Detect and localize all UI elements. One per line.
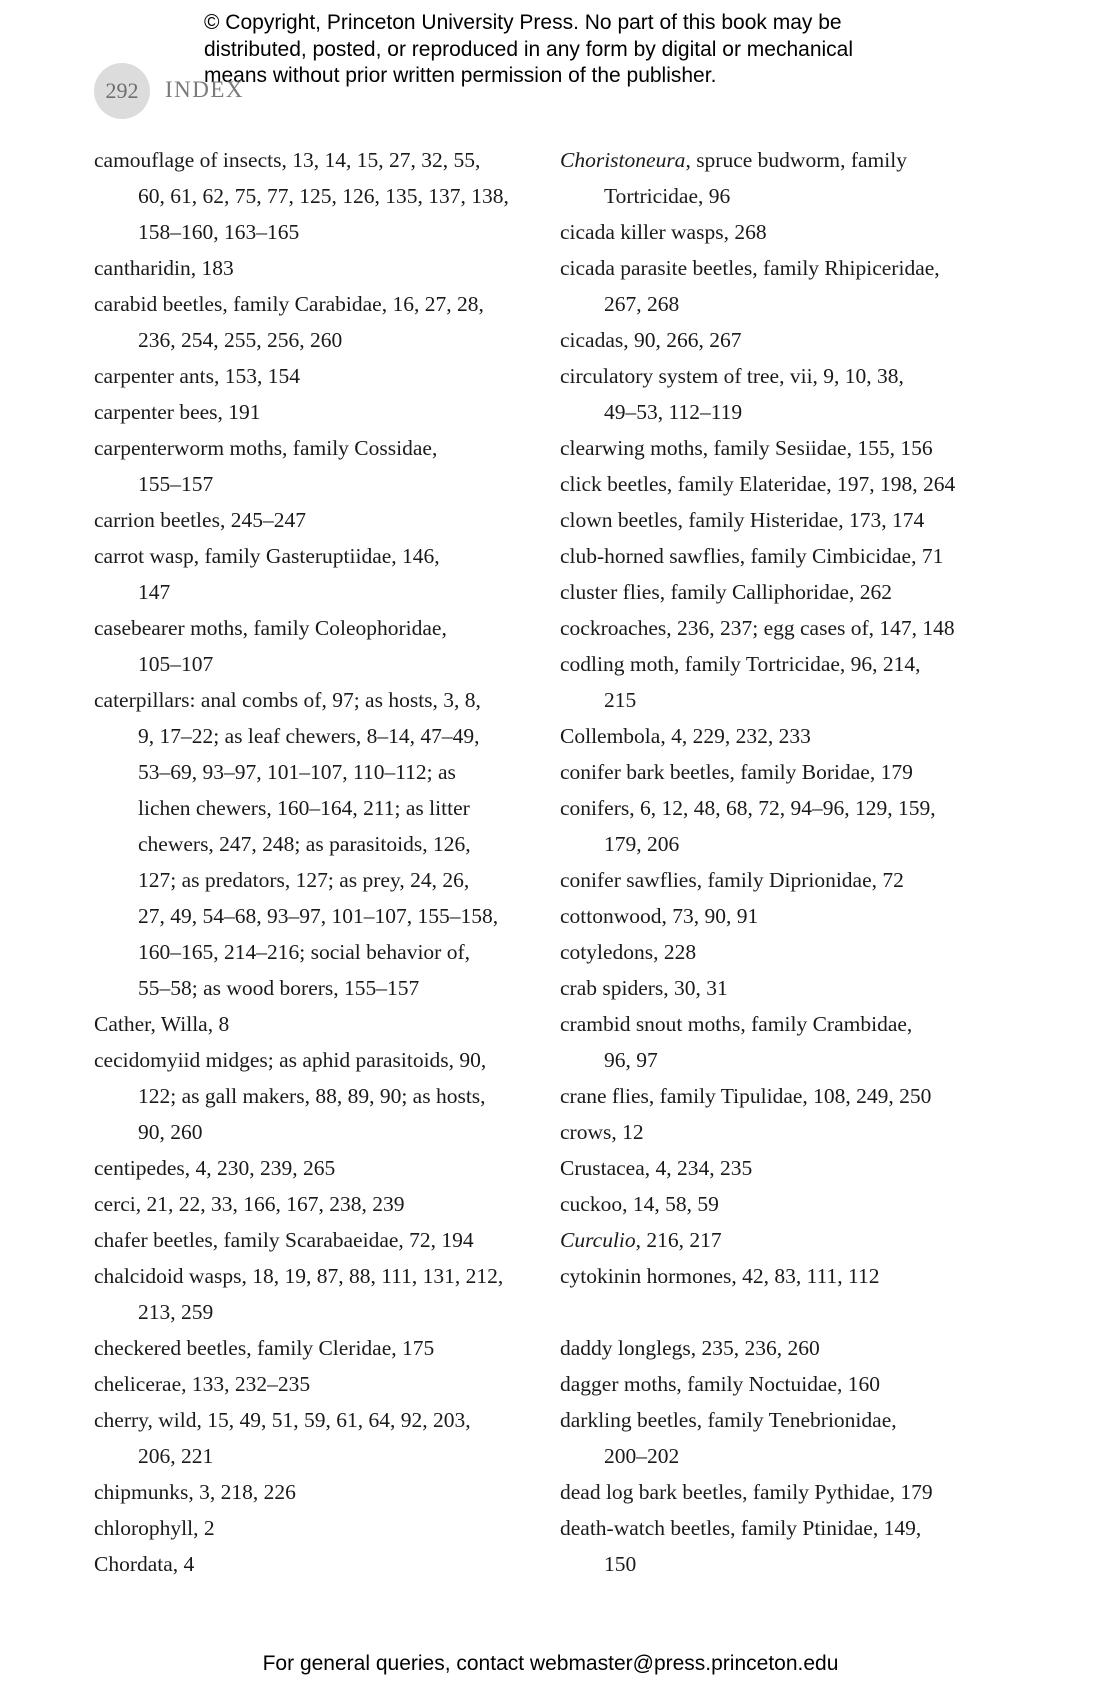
index-entry-line: crab spiders, 30, 31 <box>560 976 728 1000</box>
index-entry <box>94 142 534 250</box>
index-column-right <box>560 142 1000 1582</box>
index-entry-continuation: 60, 61, 62, 75, 77, 125, 126, 135, 137, 138, <box>138 184 509 208</box>
index-entry-continuation: 267, 268 <box>604 292 680 316</box>
index-entry <box>560 1258 1000 1294</box>
index-entry <box>560 610 1000 646</box>
index-entry <box>560 1114 1000 1150</box>
index-entry-line: carrot wasp, family Gasteruptiidae, 146, <box>94 544 440 568</box>
index-entry-line: conifer bark beetles, family Boridae, 179 <box>560 760 913 784</box>
index-entry <box>560 1330 1000 1366</box>
index-entry-continuation: 150 <box>604 1552 637 1576</box>
index-entry <box>94 1510 534 1546</box>
index-entry-continuation: 127; as predators, 127; as prey, 24, 26, <box>138 868 470 892</box>
index-entry <box>560 358 1000 430</box>
index-entry <box>94 538 534 610</box>
index-entry-line <box>560 142 1000 178</box>
index-entry-line <box>560 1222 1000 1258</box>
index-entry-line: dagger moths, family Noctuidae, 160 <box>560 1372 881 1396</box>
copyright-line: means without prior written permission of the publisher. <box>204 64 717 87</box>
index-entry-line: carpenterworm moths, family Cossidae, <box>94 436 438 460</box>
index-entry <box>560 646 1000 718</box>
index-entry-line: chalcidoid wasps, 18, 19, 87, 88, 111, 131, 212, <box>94 1264 504 1288</box>
index-entry <box>94 1186 534 1222</box>
index-entry-continuation: 9, 17–22; as leaf chewers, 8–14, 47–49, <box>138 724 480 748</box>
index-entry <box>94 1474 534 1510</box>
index-entry-line: cuckoo, 14, 58, 59 <box>560 1192 719 1216</box>
index-entry <box>560 934 1000 970</box>
index-entry-line: cottonwood, 73, 90, 91 <box>560 904 759 928</box>
index-entry-line: casebearer moths, family Coleophoridae, <box>94 616 447 640</box>
index-entry-line: cecidomyiid midges; as aphid parasitoids, 90, <box>94 1048 487 1072</box>
index-entry <box>560 250 1000 322</box>
index-entry <box>560 538 1000 574</box>
index-entry-line: cherry, wild, 15, 49, 51, 59, 61, 64, 92, 203, <box>94 1408 471 1432</box>
index-entry <box>560 214 1000 250</box>
index-entry-line: cluster flies, family Calliphoridae, 262 <box>560 580 892 604</box>
index-entry-line: clearwing moths, family Sesiidae, 155, 156 <box>560 436 933 460</box>
index-entry-line: carpenter ants, 153, 154 <box>94 364 300 388</box>
index-entry-line: cantharidin, 183 <box>94 256 234 280</box>
index-entry <box>560 754 1000 790</box>
index-entry-line: caterpillars: anal combs of, 97; as hosts, 3, 8, <box>94 688 481 712</box>
index-entry <box>94 502 534 538</box>
index-entry-line: carpenter bees, 191 <box>94 400 261 424</box>
index-entry-line: carabid beetles, family Carabidae, 16, 27, 28, <box>94 292 484 316</box>
index-column-left <box>94 142 534 1582</box>
index-entry-line: cicada killer wasps, 268 <box>560 220 767 244</box>
index-entry-line: death-watch beetles, family Ptinidae, 149, <box>560 1516 922 1540</box>
index-entry-continuation: 215 <box>604 688 637 712</box>
index-entry <box>560 1186 1000 1222</box>
index-entry-continuation: 55–58; as wood borers, 155–157 <box>138 976 420 1000</box>
footer-contact: For general queries, contact webmaster@press.princeton.edu <box>262 1652 839 1675</box>
index-entry <box>560 898 1000 934</box>
index-entry-line: crane flies, family Tipulidae, 108, 249, 250 <box>560 1084 932 1108</box>
index-entry <box>560 502 1000 538</box>
index-entry-continuation: 179, 206 <box>604 832 680 856</box>
index-entry <box>560 862 1000 898</box>
index-entry <box>94 1150 534 1186</box>
index-entry-line: clown beetles, family Histeridae, 173, 174 <box>560 508 925 532</box>
index-entry-line: darkling beetles, family Tenebrionidae, <box>560 1408 897 1432</box>
index-entry <box>94 610 534 682</box>
index-entry <box>560 142 1000 214</box>
index-entry-continuation: 122; as gall makers, 88, 89, 90; as hosts, <box>138 1084 486 1108</box>
index-entry <box>94 250 534 286</box>
index-entry-continuation: 27, 49, 54–68, 93–97, 101–107, 155–158, <box>138 904 499 928</box>
index-entry <box>560 970 1000 1006</box>
index-entry-line: circulatory system of tree, vii, 9, 10, 38, <box>560 364 904 388</box>
index-entry <box>94 1402 534 1474</box>
index-entry-continuation: 206, 221 <box>138 1444 214 1468</box>
index-entry-line: codling moth, family Tortricidae, 96, 214, <box>560 652 921 676</box>
index-entry-line: crambid snout moths, family Crambidae, <box>560 1012 913 1036</box>
index-entry-line: Crustacea, 4, 234, 235 <box>560 1156 753 1180</box>
index-entry <box>94 1366 534 1402</box>
index-entry-line: Collembola, 4, 229, 232, 233 <box>560 724 811 748</box>
index-entry-text: , 216, 217 <box>635 1228 722 1252</box>
index-entry-line: Chordata, 4 <box>94 1552 195 1576</box>
index-entry <box>94 1258 534 1330</box>
index-entry <box>560 1474 1000 1510</box>
index-entry <box>94 430 534 502</box>
index-entry <box>94 394 534 430</box>
index-entry <box>560 574 1000 610</box>
italic-term: Choristoneura <box>560 148 686 172</box>
page-number-badge: 292 <box>94 63 150 119</box>
index-entry-line: cicadas, 90, 266, 267 <box>560 328 742 352</box>
index-entry-continuation: 90, 260 <box>138 1120 203 1144</box>
index-entry-continuation: Tortricidae, 96 <box>604 184 731 208</box>
index-entry-continuation: 236, 254, 255, 256, 260 <box>138 328 343 352</box>
index-entry <box>94 1546 534 1582</box>
index-entry-line: click beetles, family Elateridae, 197, 198, 264 <box>560 472 956 496</box>
copyright-line: © Copyright, Princeton University Press. No part of this book may be <box>204 11 842 34</box>
index-entry-line: daddy longlegs, 235, 236, 260 <box>560 1336 820 1360</box>
index-entry <box>560 1510 1000 1582</box>
index-entry <box>560 1402 1000 1474</box>
index-entry <box>94 682 534 1006</box>
index-entry-line: checkered beetles, family Cleridae, 175 <box>94 1336 435 1360</box>
index-entry-line: cytokinin hormones, 42, 83, 111, 112 <box>560 1264 880 1288</box>
index-entry <box>560 430 1000 466</box>
index-entry-line: cotyledons, 228 <box>560 940 697 964</box>
index-entry-continuation: chewers, 247, 248; as parasitoids, 126, <box>138 832 471 856</box>
index-entry <box>94 358 534 394</box>
index-entry-line: conifer sawflies, family Diprionidae, 72 <box>560 868 904 892</box>
index-entry <box>560 322 1000 358</box>
index-entry-line: centipedes, 4, 230, 239, 265 <box>94 1156 336 1180</box>
index-entry-continuation: 53–69, 93–97, 101–107, 110–112; as <box>138 760 456 784</box>
index-entry-text: , spruce budworm, family <box>685 148 907 172</box>
index-entry <box>94 1042 534 1150</box>
index-entry-continuation: 105–107 <box>138 652 214 676</box>
index-entry-continuation: 213, 259 <box>138 1300 214 1324</box>
index-entry-line: carrion beetles, 245–247 <box>94 508 306 532</box>
index-entry <box>94 1330 534 1366</box>
index-entry <box>560 718 1000 754</box>
index-entry-line: Cather, Willa, 8 <box>94 1012 230 1036</box>
index-entry <box>560 1150 1000 1186</box>
index-entry-continuation: 49–53, 112–119 <box>604 400 743 424</box>
index-entry-continuation: 147 <box>138 580 171 604</box>
index-entry-continuation: 155–157 <box>138 472 214 496</box>
index-entry-line: cockroaches, 236, 237; egg cases of, 147, 148 <box>560 616 955 640</box>
index-entry-line: chipmunks, 3, 218, 226 <box>94 1480 296 1504</box>
index-entry-line: dead log bark beetles, family Pythidae, 179 <box>560 1480 933 1504</box>
index-entry-line: cerci, 21, 22, 33, 166, 167, 238, 239 <box>94 1192 405 1216</box>
running-head: INDEX <box>165 77 245 102</box>
index-entry-continuation: 200–202 <box>604 1444 680 1468</box>
index-entry <box>560 1222 1000 1258</box>
index-entry <box>560 1078 1000 1114</box>
italic-term: Curculio <box>560 1228 636 1252</box>
copyright-line: distributed, posted, or reproduced in any form by digital or mechanical <box>204 37 854 61</box>
index-entry <box>560 790 1000 862</box>
index-entry-line: conifers, 6, 12, 48, 68, 72, 94–96, 129, 159, <box>560 796 936 820</box>
index-entry-continuation: 96, 97 <box>604 1048 658 1072</box>
index-entry-line: camouflage of insects, 13, 14, 15, 27, 32, 55, <box>94 148 481 172</box>
index-entry <box>560 466 1000 502</box>
index-entry-line: chafer beetles, family Scarabaeidae, 72, 194 <box>94 1228 474 1252</box>
copyright-notice <box>204 10 1024 90</box>
index-entry-continuation: 158–160, 163–165 <box>138 220 300 244</box>
index-entry-line: crows, 12 <box>560 1120 644 1144</box>
index-entry-line: cicada parasite beetles, family Rhipiceridae, <box>560 256 940 280</box>
index-entry-continuation: 160–165, 214–216; social behavior of, <box>138 940 471 964</box>
index-entry <box>94 286 534 358</box>
index-entry-continuation: lichen chewers, 160–164, 211; as litter <box>138 796 470 820</box>
index-entry <box>94 1222 534 1258</box>
index-entry-line: chlorophyll, 2 <box>94 1516 215 1540</box>
index-entry <box>560 1006 1000 1078</box>
index-entry-line: chelicerae, 133, 232–235 <box>94 1372 311 1396</box>
index-entry <box>560 1366 1000 1402</box>
letter-section-gap <box>560 1294 1000 1330</box>
index-entry <box>94 1006 534 1042</box>
index-entry-line: club-horned sawflies, family Cimbicidae, 71 <box>560 544 944 568</box>
